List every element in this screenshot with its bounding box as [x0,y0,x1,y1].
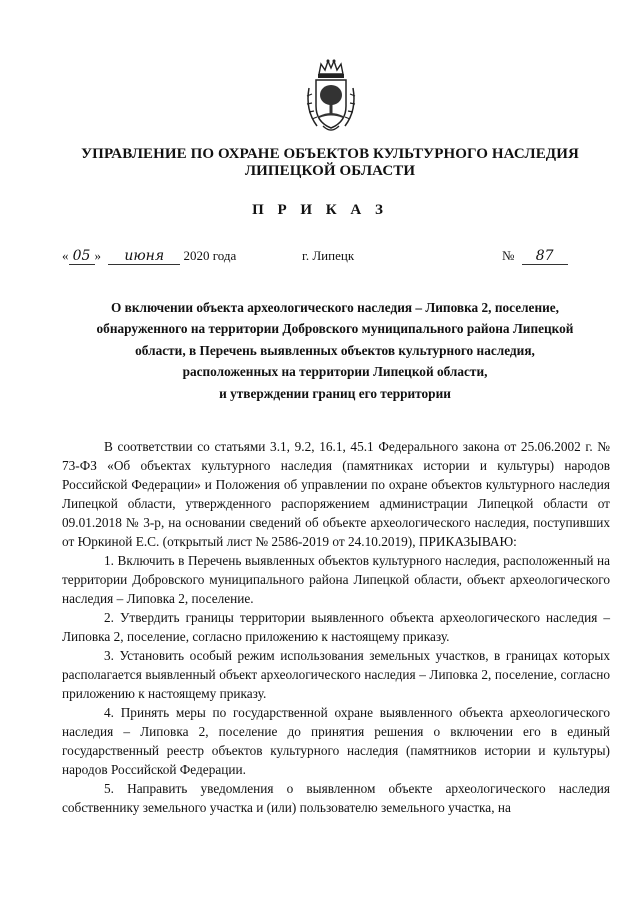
preamble-paragraph: В соответствии со статьями 3.1, 9.2, 16.1, 45.1 Федерального закона от 25.06.2002 г. № 73-ФЗ «Об объектах культурного наследия (памятниках истории и культуры) народов Российской Федерации» и Положения об управлении по охране объектов культурного наследия Липецкой области, утвержденного распоряжением администрации Липецкой области от 09.01.2018 № 3-р, на основании сведений об объекте археологического наследия, поступивших от Юркиной Е.С. (открытый лист № 2586-2019 от 24.10.2019), ПРИКАЗЫВАЮ: [62,439,610,549]
order-item-3: 3. Установить особый режим использования земельных участков, в границах которых располагается выявленный объект археологического наследия – Липовка 2, поселение, согласно приложению к настоящему приказу. [62,648,610,701]
order-number [502,248,568,268]
organization-line-1: УПРАВЛЕНИЕ ПО ОХРАНЕ ОБЪЕКТОВ КУЛЬТУРНОГО НАСЛЕДИЯ [81,146,579,162]
title-line-5: и утверждении границ его территории [219,385,451,401]
date-close-quote: » [94,248,101,263]
title-line-2: обнаруженного на территории Добровского муниципального района Липецкой [96,321,574,337]
order-item-5: 5. Направить уведомления о выявленном объекте археологического наследия собственнику земельного участка и (или) пользователю земельного участка, на [62,781,610,815]
title-line-3: области, в Перечень выявленных объектов культурного наследия, [135,342,535,358]
organization-name [70,146,590,180]
order-item-2: 2. Утвердить границы территории выявленного объекта археологического наследия – Липовка 2, поселение, согласно приложению к настоящему приказу. [62,610,610,644]
order-item-4: 4. Принять меры по государственной охране выявленного объекта археологического наследия – Липовка 2, поселение до принятия решения о включении его в единый государственный реестр объектов культурного наследия (памятников истории и культуры) народов Российской Федерации. [62,705,610,777]
date-day: 05 [69,248,95,265]
title-line-1: О включении объекта археологического наследия – Липовка 2, поселение, [110,300,560,315]
order-city: г. Липецк [302,248,355,263]
order-title [60,297,610,404]
date-month: июня [108,248,180,265]
date-year: 2020 года [183,248,237,263]
title-line-4: расположенных на территории Липецкой области, [182,364,488,380]
organization-line-2: ЛИПЕЦКОЙ ОБЛАСТИ [244,163,416,179]
order-body [62,437,610,817]
document-type: П Р И К А З [252,202,388,218]
date-open-quote: « [62,248,69,263]
number-label: № [502,248,515,263]
lipetsk-coat-of-arms-icon [303,58,359,136]
order-item-1: 1. Включить в Перечень выявленных объектов культурного наследия, расположенный на территории Добровского муниципального района Липецкой области, объект археологического наследия – Липовка 2, поселение. [62,553,610,606]
order-date [62,248,236,268]
number-value: 87 [522,248,568,265]
